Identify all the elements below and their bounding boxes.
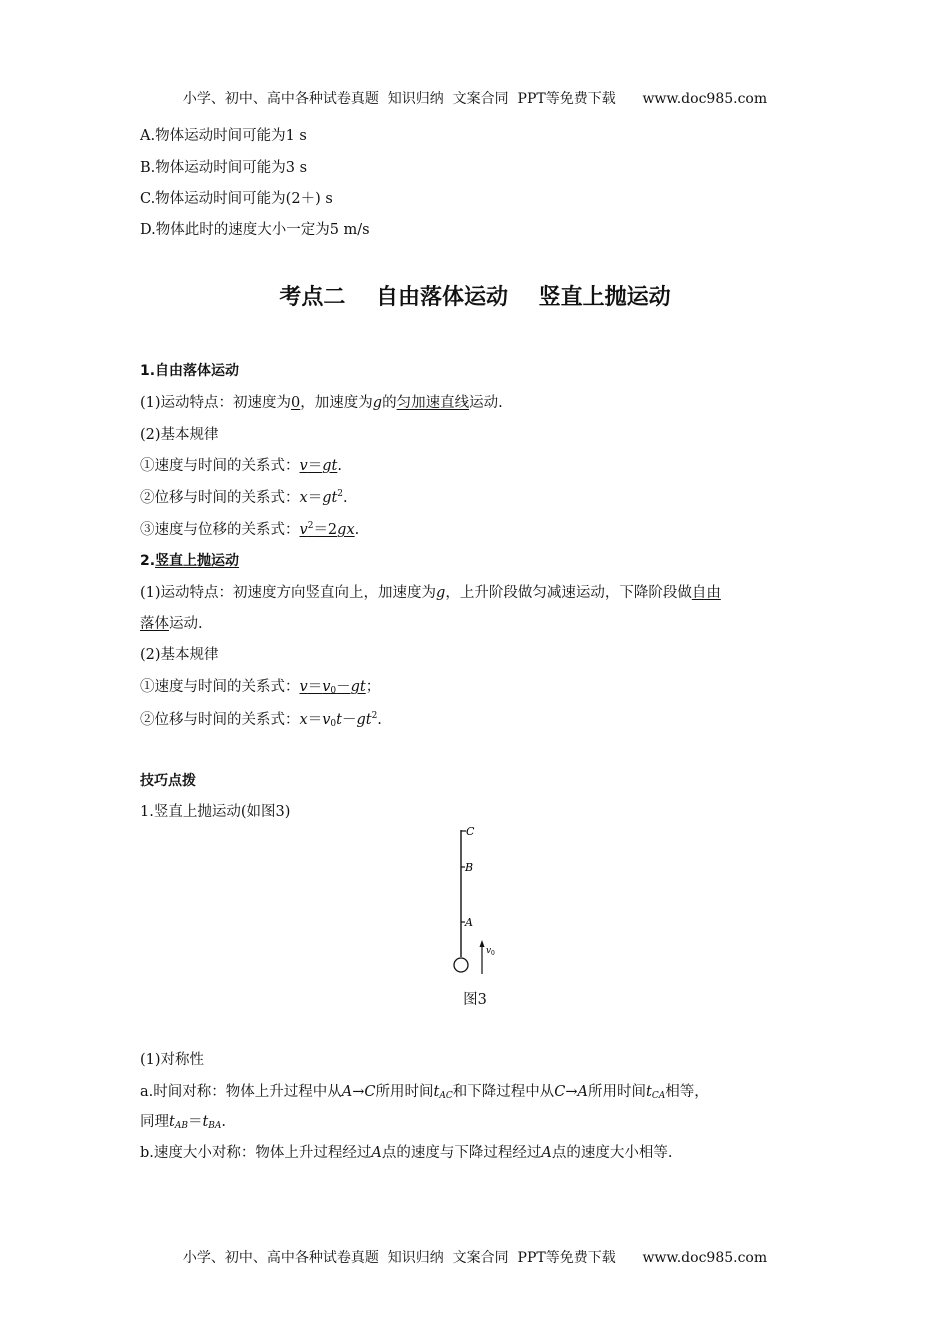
subscript: AC — [439, 1091, 453, 1101]
text-span: 和下降过程中从 — [452, 1084, 555, 1100]
symbol: gt — [356, 712, 372, 728]
text-span: ，加速度为 — [300, 395, 373, 411]
free-fall-rule-3: ③速度与位移的关系式：$v^2=2gx$. — [140, 521, 360, 538]
rule-label: ②位移与时间的关系式： — [140, 712, 300, 728]
symmetry-b — [140, 1141, 672, 1162]
option-d: D.物体此时的速度大小一定为5 m/s — [140, 222, 370, 238]
option-a: A.物体运动时间可能为1 s — [140, 128, 307, 144]
page-header: 小学、初中、高中各种试卷真题 知识归纳 文案合同 PPT等免费下载 www.doc985.com — [182, 91, 768, 107]
text-span: a.时间对称：物体上升过程中从 — [140, 1084, 342, 1100]
free-fall-rule-2: ②位移与时间的关系式：$x=gt^2$. — [140, 489, 348, 506]
symbol: → — [565, 1084, 578, 1100]
symbol: ＝ — [187, 1114, 203, 1130]
text-span: . — [221, 1114, 227, 1130]
symmetry-heading: (1)对称性 — [140, 1052, 205, 1068]
rule-label: ②位移与时间的关系式： — [140, 490, 300, 506]
symbol: t — [169, 1114, 175, 1130]
text-span: ； — [365, 679, 381, 695]
text-span: b.速度大小对称：物体上升过程经过 — [140, 1145, 372, 1161]
label-v-sub: 0 — [491, 950, 495, 957]
symbol: ＝ — [307, 712, 323, 728]
symbol: ＝ — [307, 490, 323, 506]
text-span: 运动. — [169, 616, 203, 632]
symbol: x — [299, 490, 308, 506]
symbol-g: g — [436, 585, 446, 601]
heading-text: 竖直上抛运动 — [155, 553, 240, 569]
symbol-g: g — [372, 395, 383, 411]
superscript: 2 — [371, 711, 378, 721]
free-fall-feature — [140, 391, 503, 412]
figure-caption: 图3 — [463, 992, 487, 1008]
symbol: t — [336, 712, 342, 728]
symbol: t — [433, 1084, 440, 1100]
heading-number: 2. — [140, 553, 156, 569]
vertical-heading — [140, 550, 239, 570]
free-fall-rule-1: ①速度与时间的关系式：v＝gt. — [140, 458, 342, 474]
figure-vertical-throw — [440, 822, 510, 977]
symbol: v — [322, 712, 331, 728]
symbol: A — [541, 1145, 552, 1161]
text-span: 所用时间 — [587, 1084, 646, 1100]
label-b: B — [465, 861, 474, 874]
subscript: 0 — [330, 686, 337, 696]
symbol: ＝2 — [313, 522, 338, 538]
underlined-answer: 自由 — [691, 585, 721, 601]
symbol: t — [645, 1084, 652, 1100]
symbol: v — [299, 679, 308, 695]
underlined-formula — [300, 522, 355, 538]
text-span: 的 — [382, 395, 397, 411]
symbol: gx — [337, 522, 355, 538]
subscript: AB — [174, 1121, 188, 1131]
vertical-feature-line-2 — [140, 612, 203, 633]
symbol: gt — [322, 458, 338, 474]
vertical-feature-line-1 — [140, 581, 721, 602]
arrow-head-icon — [480, 940, 485, 947]
symbol: A — [341, 1084, 353, 1100]
symbol: t — [202, 1114, 209, 1130]
rule-label: ③速度与位移的关系式： — [140, 522, 300, 538]
symbol: C — [554, 1084, 566, 1100]
symbol: ＝ — [307, 679, 323, 695]
underlined-answer: 匀加速直线 — [396, 395, 470, 411]
underlined-formula — [300, 458, 338, 474]
subscript: BA — [208, 1121, 222, 1131]
text-span: 运动. — [469, 395, 503, 411]
label-c: C — [466, 825, 475, 838]
free-fall-rules: (2)基本规律 — [140, 427, 219, 443]
underlined-answer: 0 — [291, 395, 301, 411]
subscript: 0 — [330, 719, 337, 729]
vertical-rule-2: ②位移与时间的关系式：$x=v0t-gt^2$. — [140, 711, 382, 729]
subscript: CA — [651, 1091, 666, 1101]
text-span: ，上升阶段做匀减速运动，下降阶段做 — [445, 585, 692, 601]
symbol: v — [299, 458, 308, 474]
free-fall-heading: 1.自由落体运动 — [140, 363, 240, 379]
symbol: － — [341, 712, 357, 728]
rule-label: ①速度与时间的关系式： — [140, 679, 300, 695]
underlined-formula — [300, 679, 366, 695]
symbol: gt — [322, 490, 338, 506]
tips-item-1: 1.竖直上抛运动(如图3) — [140, 804, 291, 820]
rule-label: ①速度与时间的关系式： — [140, 458, 300, 474]
symbol: gt — [350, 679, 366, 695]
text-span: 相等， — [665, 1084, 709, 1100]
text-span: 所用时间 — [375, 1084, 434, 1100]
text-span: 同理 — [140, 1114, 169, 1130]
vertical-rules: (2)基本规律 — [140, 647, 219, 663]
ball — [454, 958, 468, 972]
tips-heading: 技巧点拨 — [140, 773, 196, 789]
vertical-rule-1 — [140, 675, 380, 696]
text-span: 点的速度与下降过程经过 — [381, 1145, 542, 1161]
symbol: ＝ — [307, 458, 323, 474]
symbol: － — [336, 679, 351, 695]
text-span: 点的速度大小相等. — [551, 1145, 673, 1161]
symbol: A — [577, 1084, 588, 1100]
section-title: 考点二 自由落体运动 竖直上抛运动 — [279, 285, 671, 310]
label-v: v — [486, 946, 492, 956]
symbol: x — [299, 712, 308, 728]
symmetry-a-line-1 — [140, 1080, 709, 1101]
option-b: B.物体运动时间可能为3 s — [140, 160, 308, 176]
label-a: A — [465, 916, 473, 929]
symmetry-a-line-2 — [140, 1110, 226, 1131]
underlined-answer: 落体 — [140, 616, 169, 632]
option-c: C.物体运动时间可能为(2＋) s — [140, 191, 333, 207]
symbol: v — [299, 522, 308, 538]
symbol: v — [322, 679, 331, 695]
symbol: C — [364, 1084, 376, 1100]
text-span: (1)运动特点：初速度方向竖直向上，加速度为 — [140, 585, 437, 601]
symbol: → — [352, 1084, 365, 1100]
page-footer: 小学、初中、高中各种试卷真题 知识归纳 文案合同 PPT等免费下载 www.doc985.com — [182, 1250, 768, 1266]
superscript: 2 — [307, 521, 314, 531]
superscript: 2 — [337, 489, 344, 499]
symbol: A — [371, 1145, 382, 1161]
text-span: (1)运动特点：初速度为 — [140, 395, 292, 411]
